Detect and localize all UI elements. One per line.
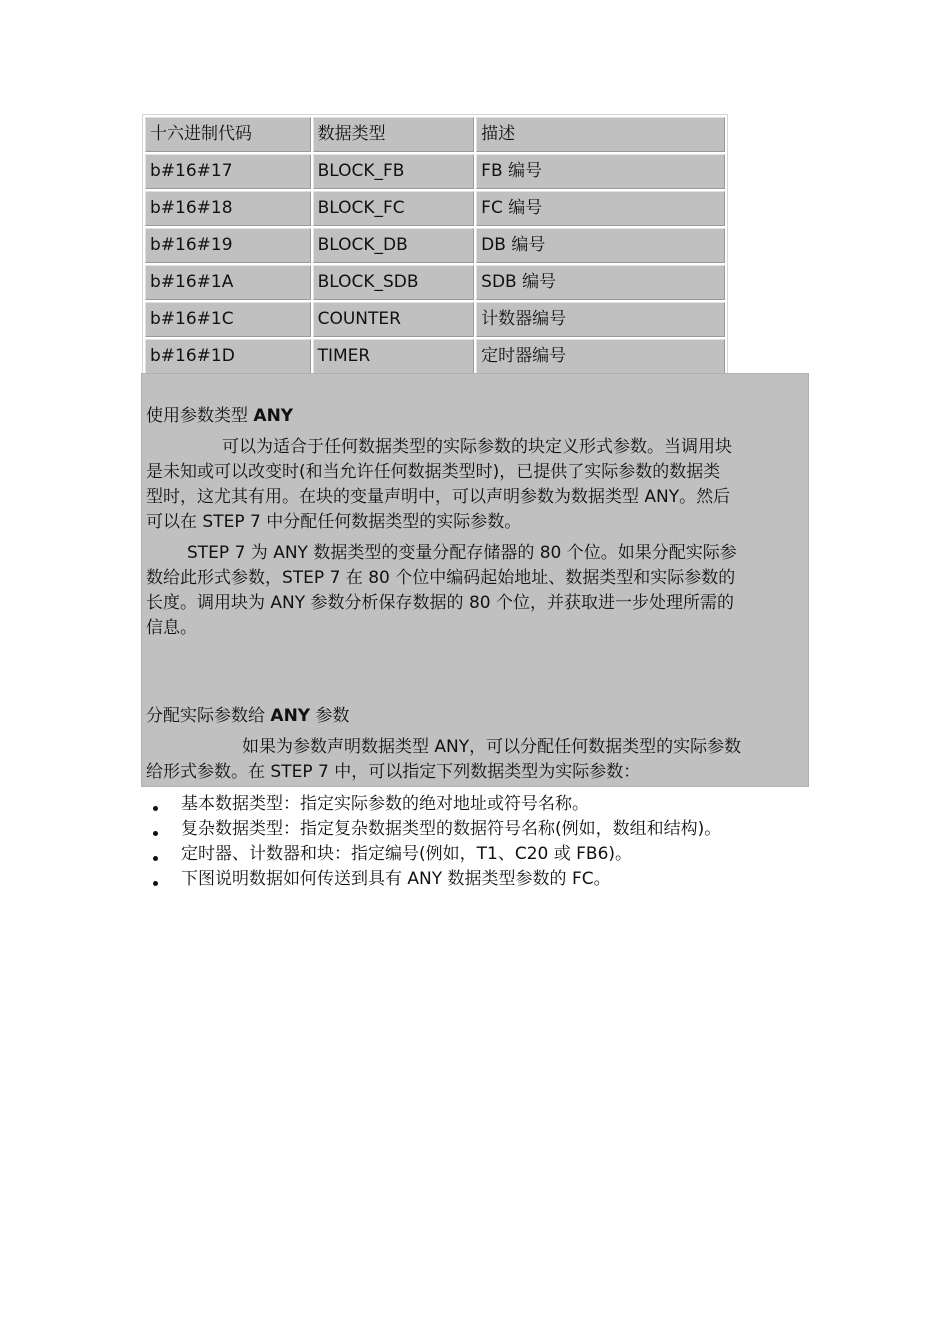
paragraph-line: 如果为参数声明数据类型 ANY，可以分配任何数据类型的实际参数: [242, 737, 742, 757]
table-cell: 定时器编号: [476, 339, 725, 374]
table-header-cell: 描述: [476, 117, 725, 152]
paragraph-line: 是未知或可以改变时(和当允许任何数据类型时)，已提供了实际参数的数据类: [146, 462, 721, 482]
paragraph-line: 可以在 STEP 7 中分配任何数据类型的实际参数。: [146, 512, 522, 532]
table-cell: COUNTER: [313, 302, 475, 337]
paragraph-line: 可以为适合于任何数据类型的实际参数的块定义形式参数。当调用块: [222, 437, 732, 457]
list-item-text: 定时器、计数器和块：指定编号(例如，T1、C20 或 FB6)。: [181, 844, 633, 864]
table-row: [145, 302, 725, 337]
heading-bold-text: ANY: [270, 706, 311, 726]
table-cell: b#16#19: [145, 228, 311, 263]
table-cell: FB 编号: [476, 154, 725, 189]
paragraph-line: 数给此形式参数，STEP 7 在 80 个位中编码起始地址、数据类型和实际参数的: [146, 568, 736, 588]
table-cell: b#16#1A: [145, 265, 311, 300]
table-cell: BLOCK_SDB: [313, 265, 475, 300]
paragraph-line: 型时，这尤其有用。在块的变量声明中，可以声明参数为数据类型 ANY。然后: [146, 487, 731, 507]
section-heading-assign: [146, 704, 350, 729]
table-cell: FC 编号: [476, 191, 725, 226]
table-cell: BLOCK_DB: [313, 228, 475, 263]
table-cell: BLOCK_FB: [313, 154, 475, 189]
bullet-dot-icon: [153, 831, 158, 836]
heading-text: 分配实际参数给: [146, 706, 271, 726]
section-heading-any: [146, 404, 293, 429]
bullet-dot-icon: [153, 881, 158, 886]
table-cell: b#16#1D: [145, 339, 311, 374]
list-item-text: 基本数据类型：指定实际参数的绝对地址或符号名称。: [181, 794, 589, 814]
paragraph-line: 信息。: [146, 618, 197, 638]
table-header-cell: 数据类型: [313, 117, 475, 152]
paragraph-line: 给形式参数。在 STEP 7 中，可以指定下列数据类型为实际参数：: [146, 762, 641, 782]
list-item: [145, 842, 721, 867]
table-cell: 计数器编号: [476, 302, 725, 337]
list-item-text: 下图说明数据如何传送到具有 ANY 数据类型参数的 FC。: [181, 869, 611, 889]
paragraph-line: STEP 7 为 ANY 数据类型的变量分配存储器的 80 个位。如果分配实际参: [187, 543, 737, 563]
bullet-dot-icon: [153, 856, 158, 861]
list-item: [145, 792, 721, 817]
list-item: [145, 867, 721, 892]
heading-text: 使用参数类型: [146, 406, 254, 426]
table-cell: SDB 编号: [476, 265, 725, 300]
table-cell: b#16#1C: [145, 302, 311, 337]
table-row: [145, 191, 725, 226]
any-parameter-panel: [141, 373, 809, 787]
bullet-dot-icon: [153, 806, 158, 811]
list-item-text: 复杂数据类型：指定复杂数据类型的数据符号名称(例如，数组和结构)。: [181, 819, 722, 839]
table-row: [145, 265, 725, 300]
table-row: [145, 154, 725, 189]
table-header-cell: 十六进制代码: [145, 117, 311, 152]
table-cell: b#16#18: [145, 191, 311, 226]
bullet-list: [145, 792, 721, 892]
heading-bold-text: ANY: [253, 406, 294, 426]
table-cell: TIMER: [313, 339, 475, 374]
table-cell: BLOCK_FC: [313, 191, 475, 226]
table-cell: DB 编号: [476, 228, 725, 263]
list-item: [145, 817, 721, 842]
table-cell: b#16#17: [145, 154, 311, 189]
table-header-row: [145, 117, 725, 152]
table-row: [145, 339, 725, 374]
heading-text: 参数: [310, 706, 350, 726]
paragraph-line: 长度。调用块为 ANY 参数分析保存数据的 80 个位，并获取进一步处理所需的: [146, 593, 734, 613]
data-type-table: [142, 114, 728, 377]
table-row: [145, 228, 725, 263]
